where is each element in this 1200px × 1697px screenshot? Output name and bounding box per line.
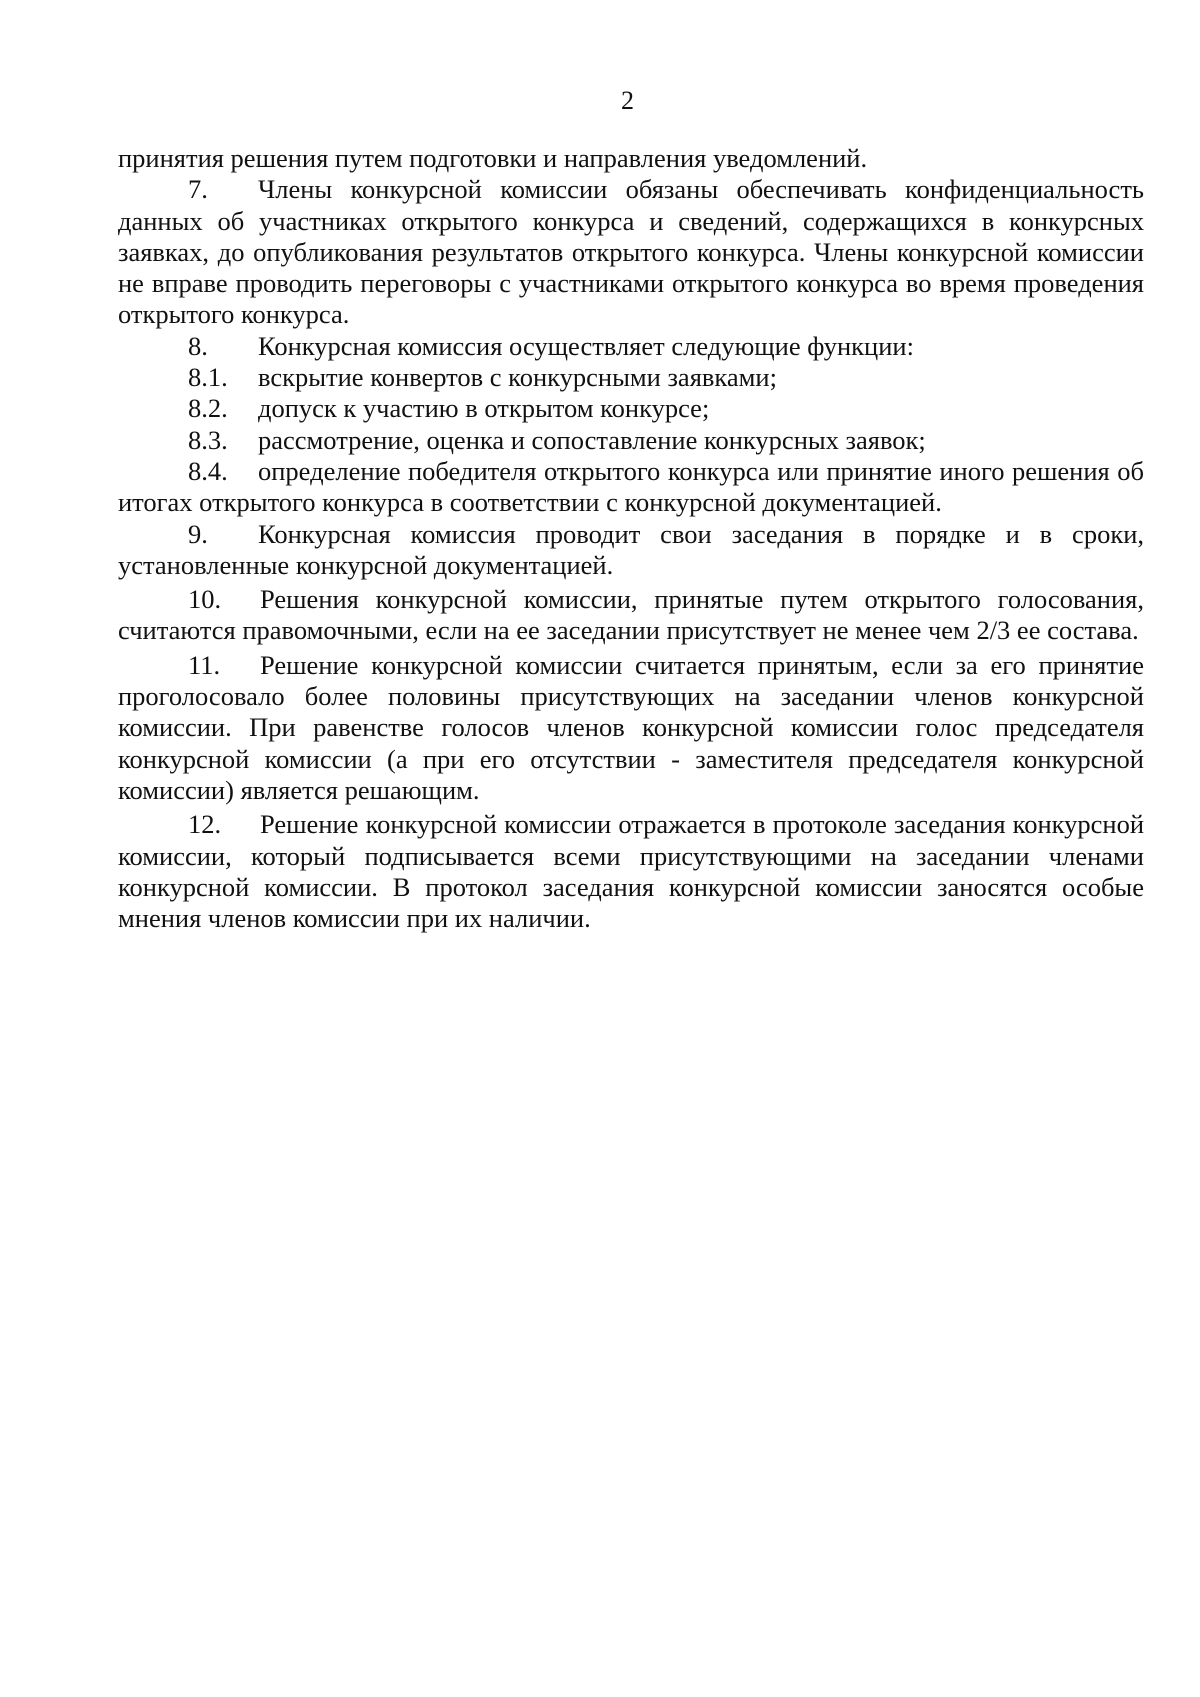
paragraph-text: принятия решения путем подготовки и направления уведомлений. bbox=[118, 143, 868, 173]
paragraph-9 bbox=[118, 519, 1144, 582]
paragraph-text: Решения конкурсной комиссии, принятые путем открытого голосования, считаются правомочными, если на ее заседании присутствует не менее чем 2/3 ее состава. bbox=[118, 584, 1144, 646]
paragraph-number: 9. bbox=[188, 518, 208, 549]
paragraph-number: 8.3. bbox=[188, 424, 228, 455]
paragraph-text: Решение конкурсной комиссии отражается в протоколе заседания конкурсной комиссии, который подписывается всеми присутствующими на заседании членами конкурсной комиссии. В протокол заседания конкурсной комиссии заносятся особые мнения членов комиссии при их наличии. bbox=[118, 809, 1144, 934]
paragraph-8-4 bbox=[118, 456, 1144, 519]
paragraph-continuation bbox=[118, 143, 1144, 174]
paragraph-11 bbox=[118, 650, 1144, 806]
paragraph-12 bbox=[118, 809, 1144, 934]
paragraph-text: Решение конкурсной комиссии считается принятым, если за его принятие проголосовало более половины присутствующих на заседании членов конкурсной комиссии. При равенстве голосов членов конкурсной комиссии голос председателя конкурсной комиссии (а при его отсутствии - заместителя председателя конкурсной комиссии) является решающим. bbox=[118, 649, 1144, 805]
paragraph-8-2 bbox=[118, 393, 1144, 424]
paragraph-text: Конкурсная комиссия проводит свои заседания в порядке и в сроки, установленные конкурсной документацией. bbox=[118, 518, 1144, 580]
paragraph-text: определение победителя открытого конкурса или принятие иного решения об итогах открытого конкурса в соответствии с конкурсной документацией. bbox=[118, 455, 1144, 518]
paragraph-number: 12. bbox=[188, 809, 222, 840]
paragraph-8 bbox=[118, 331, 1144, 362]
paragraph-number: 8.2. bbox=[188, 393, 228, 424]
paragraph-text: рассмотрение, оценка и сопоставление конкурсных заявок; bbox=[258, 424, 926, 455]
paragraph-8-3 bbox=[118, 425, 1144, 456]
paragraph-text: вскрытие конвертов с конкурсными заявками; bbox=[258, 362, 777, 393]
paragraph-number: 11. bbox=[188, 649, 221, 680]
paragraph-text: Конкурсная комиссия осуществляет следующие функции: bbox=[258, 330, 914, 361]
paragraph-number: 8.1. bbox=[188, 362, 228, 393]
paragraph-8-1 bbox=[118, 362, 1144, 393]
page-number: 2 bbox=[621, 86, 634, 115]
paragraph-number: 8. bbox=[188, 330, 208, 361]
paragraph-number: 10. bbox=[188, 584, 222, 615]
paragraph-number: 7. bbox=[188, 174, 208, 205]
paragraph-number: 8.4. bbox=[188, 455, 228, 486]
paragraph-10 bbox=[118, 584, 1144, 647]
document-body bbox=[118, 143, 1144, 934]
paragraph-7 bbox=[118, 174, 1144, 330]
paragraph-text: Члены конкурсной комиссии обязаны обеспечивать конфиденциальность данных об участниках открытого конкурса и сведений, содержащихся в конкурсных заявках, до опубликования результатов открытого конкурса. Члены конкурсной комиссии не вправе проводить переговоры с участниками открытого конкурса во время проведения открытого конкурса. bbox=[118, 174, 1144, 330]
paragraph-text: допуск к участию в открытом конкурсе; bbox=[258, 393, 710, 424]
